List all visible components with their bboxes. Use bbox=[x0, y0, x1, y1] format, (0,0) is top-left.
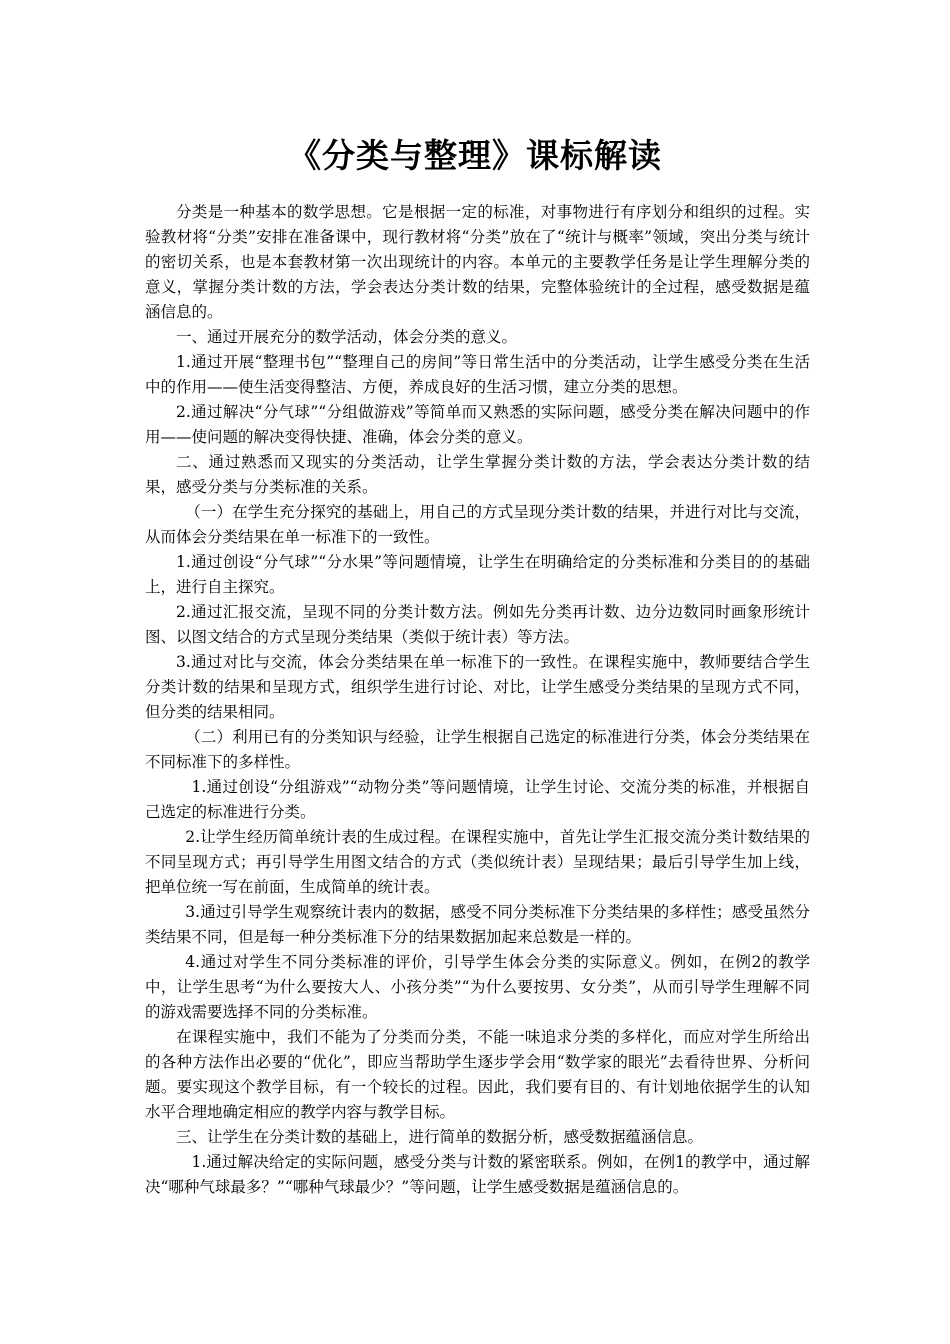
section-heading-3: 三、让学生在分类计数的基础上，进行简单的数据分析，感受数据蕴涵信息。 bbox=[176, 1128, 704, 1146]
paragraph: 4.通过对学生不同分类标准的评价，引导学生体会分类的实际意义。例如，在例2的教学中，让学生思考“为什么要按大人、小孩分类”“为什么要按男、女分类”，从而引导学生理解不同的游戏需要选择不同的分类标准。 bbox=[145, 953, 810, 1021]
paragraph: 3.通过对比与交流，体会分类结果在单一标准下的一致性。在课程实施中，教师要结合学生分类计数的结果和呈现方式，组织学生进行讨论、对比，让学生感受分类结果的呈现方式不同，但分类的结果相同。 bbox=[145, 653, 810, 721]
paragraph: 2.让学生经历简单统计表的生成过程。在课程实施中，首先让学生汇报交流分类计数结果的不同呈现方式；再引导学生用图文结合的方式（类似统计表）呈现结果；最后引导学生加上线，把单位统一写在前面，生成简单的统计表。 bbox=[145, 828, 810, 896]
paragraph: 2.通过汇报交流，呈现不同的分类计数方法。例如先分类再计数、边分边数同时画象形统计图、以图文结合的方式呈现分类结果（类似于统计表）等方法。 bbox=[145, 603, 810, 646]
paragraph: 3.通过引导学生观察统计表内的数据，感受不同分类标准下分类结果的多样性；感受虽然分类结果不同，但是每一种分类标准下分的结果数据加起来总数是一样的。 bbox=[145, 903, 810, 946]
paragraph-intro: 分类是一种基本的数学思想。它是根据一定的标准，对事物进行有序划分和组织的过程。实验教材将“分类”安排在准备课中，现行教材将“分类”放在了“统计与概率”领域，突出分类与统计的密切关系，也是本套教材第一次出现统计的内容。本单元的主要教学任务是让学生理解分类的意义，掌握分类计数的方法，学会表达分类计数的结果，完整体验统计的全过程，感受数据是蕴涵信息的。 bbox=[145, 203, 810, 321]
document-body bbox=[145, 200, 810, 1200]
paragraph: 1.通过开展“整理书包”“整理自己的房间”等日常生活中的分类活动，让学生感受分类在生活中的作用——使生活变得整洁、方便，养成良好的生活习惯，建立分类的思想。 bbox=[145, 353, 810, 396]
document-title: 《分类与整理》课标解读 bbox=[288, 136, 662, 175]
subsection-heading-1: （一）在学生充分探究的基础上，用自己的方式呈现分类计数的结果，并进行对比与交流，从而体会分类结果在单一标准下的一致性。 bbox=[145, 503, 810, 546]
paragraph: 1.通过创设“分组游戏”“动物分类”等问题情境，让学生讨论、交流分类的标准，并根据自己选定的标准进行分类。 bbox=[145, 778, 810, 821]
paragraph: 在课程实施中，我们不能为了分类而分类，不能一味追求分类的多样化，而应对学生所给出的各种方法作出必要的“优化”，即应当帮助学生逐步学会用“数学家的眼光”去看待世界、分析问题。要实现这个教学目标，有一个较长的过程。因此，我们要有目的、有计划地依据学生的认知水平合理地确定相应的教学内容与教学目标。 bbox=[145, 1028, 810, 1121]
paragraph: 1.通过解决给定的实际问题，感受分类与计数的紧密联系。例如，在例1的教学中，通过解决“哪种气球最多？”“哪种气球最少？”等问题，让学生感受数据是蕴涵信息的。 bbox=[145, 1153, 810, 1196]
paragraph: 2.通过解决“分气球”“分组做游戏”等简单而又熟悉的实际问题，感受分类在解决问题中的作用——使问题的解决变得快捷、准确，体会分类的意义。 bbox=[145, 403, 810, 446]
section-heading-1: 一、通过开展充分的数学活动，体会分类的意义。 bbox=[176, 328, 518, 346]
section-heading-2: 二、通过熟悉而又现实的分类活动，让学生掌握分类计数的方法，学会表达分类计数的结果，感受分类与分类标准的关系。 bbox=[145, 453, 810, 496]
paragraph: 1.通过创设“分气球”“分水果”等问题情境，让学生在明确给定的分类标准和分类目的的基础上，进行自主探究。 bbox=[145, 553, 810, 596]
subsection-heading-2: （二）利用已有的分类知识与经验，让学生根据自己选定的标准进行分类，体会分类结果在不同标准下的多样性。 bbox=[145, 728, 810, 771]
